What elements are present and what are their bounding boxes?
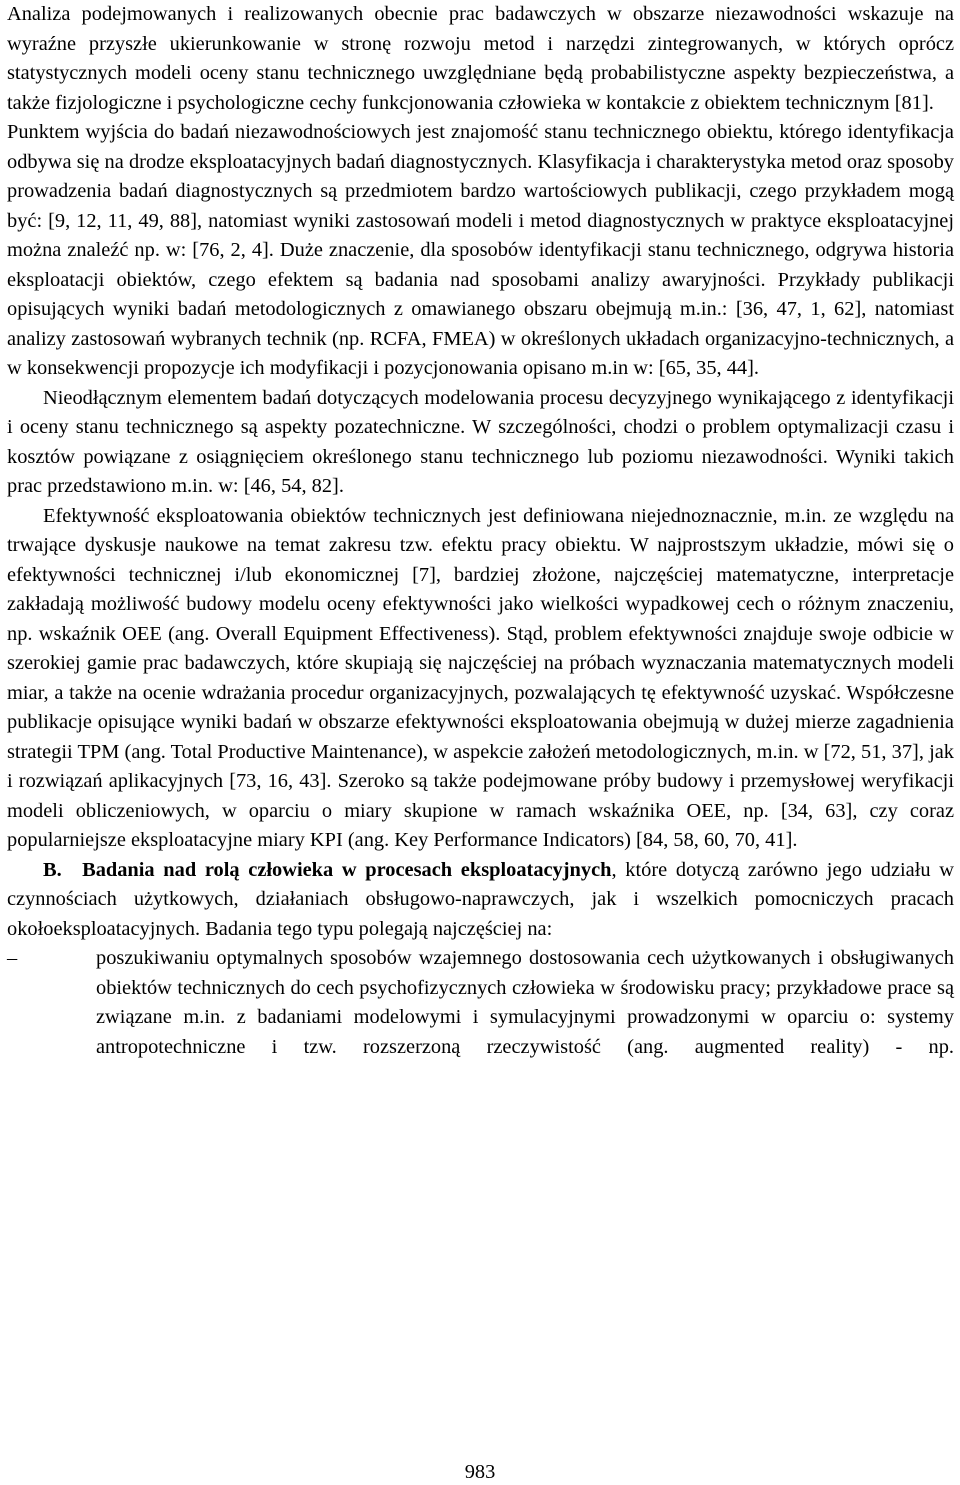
section-b-title: Badania nad rolą człowieka w procesach eksploatacyjnych bbox=[82, 858, 612, 881]
section-b-paragraph bbox=[7, 856, 954, 945]
section-b-text: , które dotyczą zarówno jego udziału w czynnościach użytkowych, działaniach obsługowo-naprawczych, jak i wszelkich pomocniczych pracach okołoeksploatacyjnych. Badania tego typu polegają najczęściej na: bbox=[7, 858, 954, 940]
section-b-label: B. bbox=[43, 858, 62, 881]
paragraph-diagnostics: Punktem wyjścia do badań niezawodnościowych jest znajomość stanu technicznego obiektu, którego identyfikacja odbywa się na drodze eksploatacyjnych badań diagnostycznych. Klasyfikacja i charakterystyka metod oraz sposoby prowadzenia badań diagnostycznych są przedmiotem bardzo wartościowych publikacji, czego przykładem mogą być: [9, 12, 11, 49, 88], natomiast wyniki zastosowań modeli i metod diagnostycznych w praktyce eksploatacyjnej można znaleźć np. w: [76, 2, 4]. Duże znaczenie, dla sposobów identyfikacji stanu technicznego, odgrywa historia eksploatacji obiektów, czego efektem są badania nad sposobami analizy awaryjności. Przykłady publikacji opisujących wyniki badań metodologicznych z omawianego obszaru obejmują m.in.: [36, 47, 1, 62], natomiast analizy zastosowań wybranych technik (np. RCFA, FMEA) w określonych układach organizacyjno-technicznych, a w konsekwencji propozycje ich modyfikacji i pozycjonowania opisano m.in w: [65, 35, 44]. bbox=[7, 121, 954, 379]
paragraph-reliability-analysis: Analiza podejmowanych i realizowanych obecnie prac badawczych w obszarze niezawodności wskazuje na wyraźne przyszłe ukierunkowanie w stronę rozwoju metod i narzędzi zintegrowanych, w których oprócz statystycznych modeli oceny stanu technicznego uwzględniane będą probabilistyczne aspekty bezpieczeństwa, a także fizjologiczne i psychologiczne cechy funkcjonowania człowieka w kontakcie z obiektem technicznym [81]. bbox=[7, 3, 954, 114]
bullet-list bbox=[7, 944, 954, 1062]
paragraph-decision-process: Nieodłącznym elementem badań dotyczących modelowania procesu decyzyjnego wynikającego z identyfikacji i oceny stanu technicznego są aspekty pozatechniczne. W szczególności, chodzi o problem optymalizacji czasu i kosztów powiązane z osiągnięciem określonego stanu technicznego lub poziomu niezawodności. Wyniki takich prac przedstawiono m.in. w: [46, 54, 82]. bbox=[7, 386, 954, 497]
dash-bullet: – bbox=[7, 947, 18, 969]
paragraph-efficiency: Efektywność eksploatowania obiektów technicznych jest definiowana niejednoznacznie, m.in. ze względu na trwające dyskusje naukowe na temat zakresu tzw. efektu pracy obiektu. W najprostszym układzie, mówi się o efektywności technicznej i/lub ekonomicznej [7], bardziej złożone, najczęściej matematyczne, interpretacje zakładają możliwość budowy modelu oceny efektywności jako wielkości wypadkowej cech o różnym znaczeniu, np. wskaźnik OEE (ang. Overall Equipment Effectiveness). Stąd, problem efektywności znajduje swoje odbicie w szerokiej gamie prac badawczych, które skupiają się najczęściej na próbach wyznaczania matematycznych modeli miar, a także na ocenie wdrażania procedur organizacyjnych, pozwalających tę efektywność uzyskać. Współczesne publikacje opisujące wyniki badań w obszarze efektywności eksploatowania obejmują w dużej mierze zagadnienia strategii TPM (ang. Total Productive Maintenance), w aspekcie założeń metodologicznych, m.in. w [72, 51, 37], jak i rozwiązań aplikacyjnych [73, 16, 43]. Szeroko są także podejmowane próby budowy i przemysłowej weryfikacji modeli obliczeniowych, w oparciu o miary skupione w ramach wskaźnika OEE, np. [34, 63], czy coraz popularniejsze eksploatacyjne miary KPI (ang. Key Performance Indicators) [84, 58, 60, 70, 41]. bbox=[7, 504, 954, 851]
list-item bbox=[7, 944, 954, 1062]
page-number: 983 bbox=[464, 1461, 496, 1483]
document-page bbox=[7, 0, 954, 1062]
list-item-text: poszukiwaniu optymalnych sposobów wzajemnego dostosowania cech użytkowanych i obsługiwanych obiektów technicznych do cech psychofizycznych człowieka w środowisku pracy; przykładowe prace są związane m.in. z badaniami modelowymi i symulacyjnymi prowadzonymi w oparciu o: systemy antropotechniczne i tzw. rozszerzoną rzeczywistość (ang. augmented reality) - np. bbox=[96, 947, 954, 1058]
